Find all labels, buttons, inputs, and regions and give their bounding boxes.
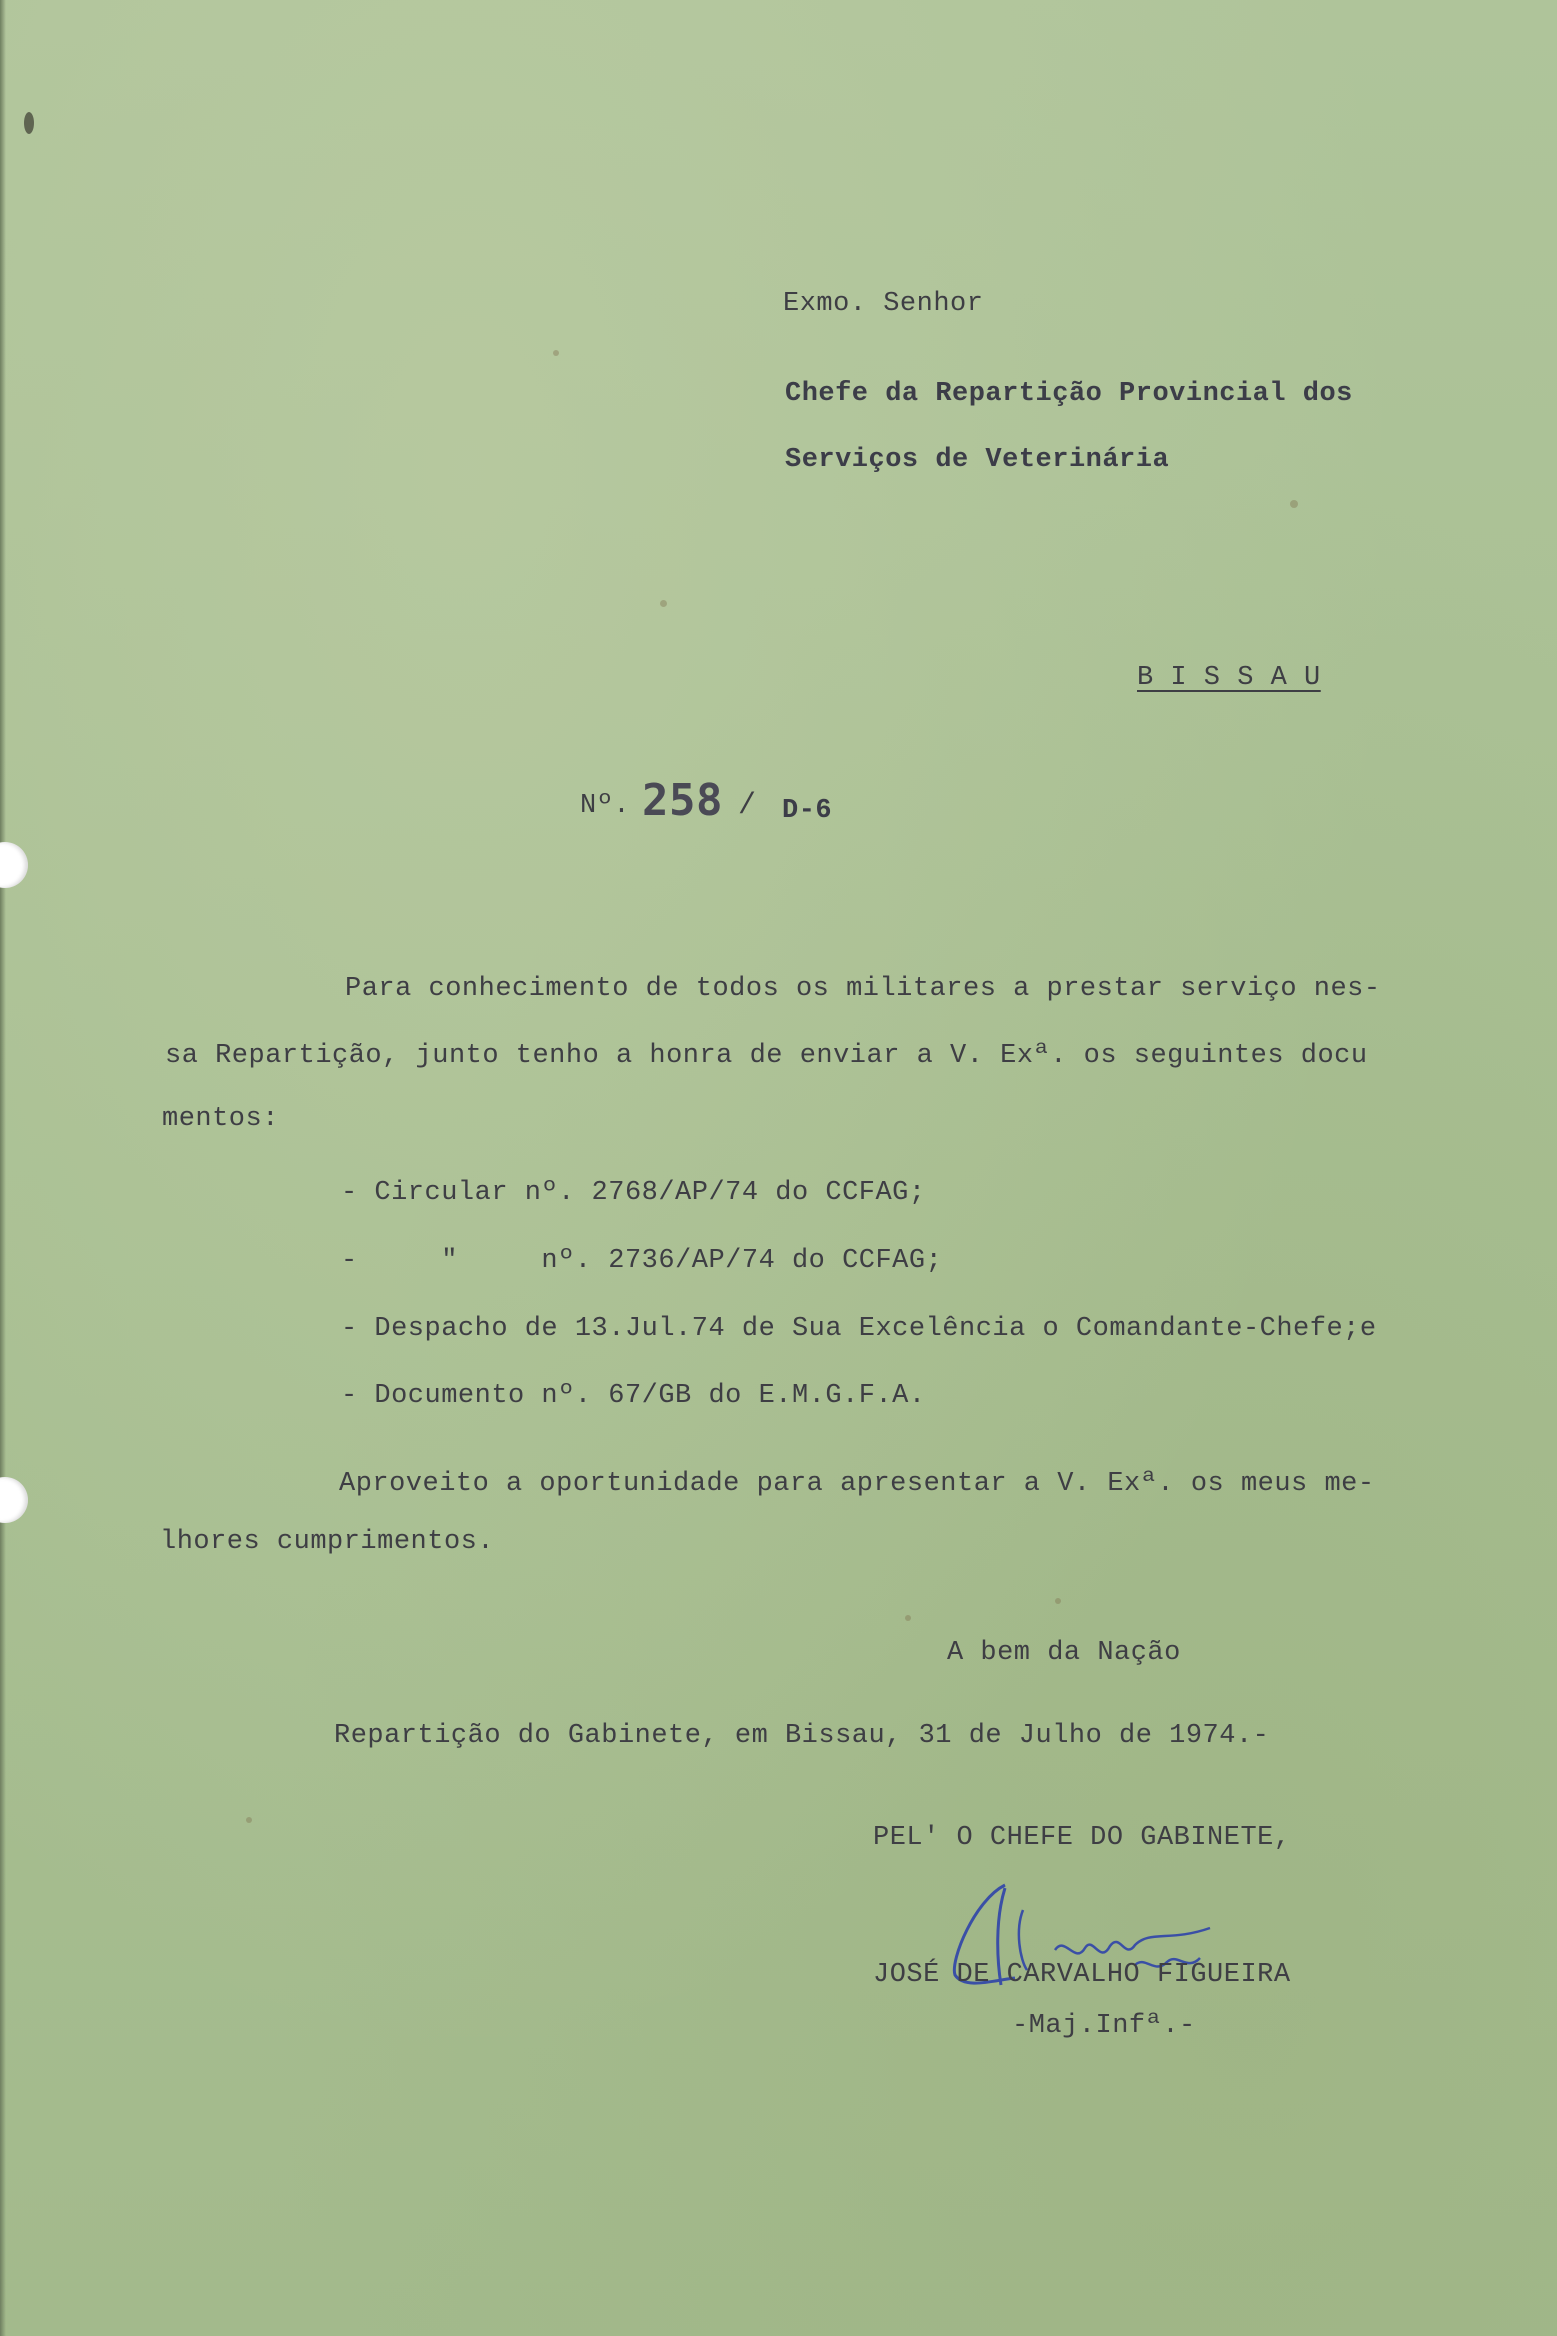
paper-blemish bbox=[246, 1817, 252, 1823]
document-list-item: - Despacho de 13.Jul.74 de Sua Excelência o Comandante-Chefe;e bbox=[341, 1314, 1377, 1344]
paper-blemish bbox=[553, 350, 559, 356]
body-paragraph-1-line-2: sa Repartição, junto tenho a honra de enviar a V. Exª. os seguintes docu bbox=[165, 1041, 1368, 1071]
paper-blemish bbox=[1055, 1598, 1061, 1604]
addressee-line-2: Serviços de Veterinária bbox=[785, 445, 1170, 475]
body-paragraph-2-line-2: lhores cumprimentos. bbox=[160, 1527, 495, 1557]
body-paragraph-1-line-3: mentos: bbox=[162, 1104, 279, 1134]
closing-motto: A bem da Nação bbox=[947, 1638, 1181, 1668]
paper-blemish bbox=[24, 112, 34, 134]
paper-blemish bbox=[905, 1615, 911, 1621]
reference-separator: / bbox=[738, 789, 757, 823]
paper-edge bbox=[0, 0, 6, 2336]
place-and-date: Repartição do Gabinete, em Bissau, 31 de Julho de 1974.- bbox=[334, 1721, 1270, 1751]
reference-suffix: D-6 bbox=[782, 796, 833, 826]
punch-hole-bottom bbox=[0, 1477, 28, 1523]
punch-hole-top bbox=[0, 842, 28, 888]
addressee-line-1: Chefe da Repartição Provincial dos bbox=[785, 379, 1353, 409]
salutation: Exmo. Senhor bbox=[783, 289, 984, 319]
reference-prefix: Nº. bbox=[580, 791, 631, 821]
signatory-rank: -Maj.Infª.- bbox=[1012, 2011, 1196, 2041]
signatory-title: PEL' O CHEFE DO GABINETE, bbox=[873, 1823, 1291, 1853]
signatory-name: JOSÉ DE CARVALHO FIGUEIRA bbox=[873, 1960, 1291, 1990]
city: B I S S A U bbox=[1137, 663, 1321, 693]
paper-blemish bbox=[660, 600, 667, 607]
reference-number: 258 bbox=[642, 775, 723, 826]
document-list-item: - " nº. 2736/AP/74 do CCFAG; bbox=[341, 1246, 943, 1276]
document-list-item: - Circular nº. 2768/AP/74 do CCFAG; bbox=[341, 1178, 926, 1208]
document-list-item: - Documento nº. 67/GB do E.M.G.F.A. bbox=[341, 1381, 926, 1411]
body-paragraph-1-line-1: Para conhecimento de todos os militares a prestar serviço nes- bbox=[345, 974, 1381, 1004]
body-paragraph-2-line-1: Aproveito a oportunidade para apresentar a V. Exª. os meus me- bbox=[339, 1469, 1375, 1499]
paper-blemish bbox=[1290, 500, 1298, 508]
